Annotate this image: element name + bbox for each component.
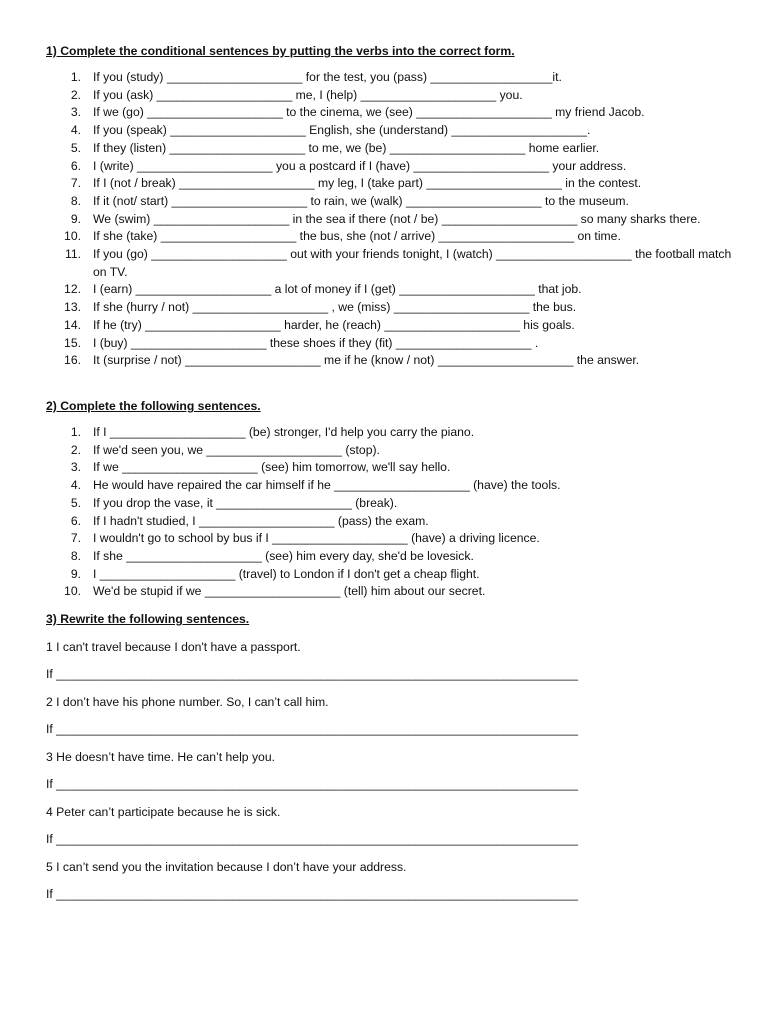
item-text: If you (ask) ____________________ me, I (help) ____________________ you. [93, 87, 523, 102]
list-item [64, 335, 733, 353]
item-text: He would have repaired the car himself if he ____________________ (have) the tools. [93, 478, 561, 493]
item-number: 5. [70, 495, 81, 510]
rewrite-answer-line: If _____________________________________________________________________________ [46, 722, 579, 736]
section2-list [64, 424, 733, 601]
item-number: 4. [70, 478, 81, 493]
item-text: I ____________________ (travel) to London if I don't get a cheap flight. [93, 566, 480, 581]
item-number: 7. [70, 176, 81, 191]
item-number: 12. [64, 282, 81, 297]
item-text: It (surprise / not) ____________________ me if he (know / not) ____________________ the answer. [93, 353, 640, 368]
rewrite-sentence: 3 He doesn’t have time. He can’t help you. [46, 750, 275, 764]
item-text: If she (take) ____________________ the bus, she (not / arrive) ____________________ on time. [93, 229, 621, 244]
list-item [70, 530, 733, 548]
item-text: If we'd seen you, we ____________________ (stop). [93, 442, 380, 457]
item-text: If you (speak) ____________________ English, she (understand) ____________________. [93, 123, 591, 138]
item-text: I (buy) ____________________ these shoes if they (fit) ____________________ . [93, 335, 539, 350]
section1-list [64, 69, 733, 370]
item-number: 8. [70, 548, 81, 563]
item-number: 9. [70, 211, 81, 226]
item-text: I (write) ____________________ you a postcard if I (have) ____________________ your address. [93, 158, 627, 173]
list-item [70, 477, 733, 495]
item-text: If I ____________________ (be) stronger, I'd help you carry the piano. [93, 425, 475, 439]
list-item [64, 228, 733, 246]
item-text: If I hadn't studied, I ____________________ (pass) the exam. [93, 513, 429, 528]
item-number: 10. [64, 229, 81, 244]
list-item [64, 281, 733, 299]
list-item [64, 317, 733, 335]
list-item [64, 246, 733, 281]
list-item [70, 122, 733, 140]
list-item [70, 87, 733, 105]
list-item [70, 69, 733, 87]
item-text: If you drop the vase, it ____________________ (break). [93, 495, 398, 510]
item-text: I (earn) ____________________ a lot of money if I (get) ____________________ that job. [93, 282, 582, 297]
item-number: 1. [70, 70, 81, 84]
rewrite-answer-line: If _____________________________________________________________________________ [46, 667, 579, 681]
section1-heading: 1) Complete the conditional sentences by putting the verbs into the correct form. [46, 44, 515, 58]
item-number: 10. [64, 584, 81, 599]
list-item [64, 299, 733, 317]
item-text: If she (hurry / not) ____________________ , we (miss) ____________________ the bus. [93, 300, 577, 315]
item-text: I wouldn't go to school by bus if I ____________________ (have) a driving licence. [93, 531, 540, 546]
item-number: 6. [70, 158, 81, 173]
rewrite-answer-line: If _____________________________________________________________________________ [46, 887, 579, 901]
item-number: 14. [64, 317, 81, 332]
item-number: 4. [70, 123, 81, 138]
section3-list [46, 639, 666, 914]
list-item [70, 459, 733, 477]
item-number: 13. [64, 300, 81, 315]
item-text: If he (try) ____________________ harder, he (reach) ____________________ his goals. [93, 317, 575, 332]
list-item [70, 442, 733, 460]
item-text: If you (study) ____________________ for the test, you (pass) __________________it. [93, 70, 562, 84]
list-item [70, 175, 733, 193]
list-item [70, 104, 733, 122]
rewrite-sentence: 1 I can't travel because I don't have a passport. [46, 640, 301, 654]
rewrite-answer-line: If _____________________________________________________________________________ [46, 832, 579, 846]
item-number: 15. [64, 335, 81, 350]
list-item [70, 566, 733, 584]
item-number: 2. [70, 87, 81, 102]
section2-heading: 2) Complete the following sentences. [46, 399, 261, 413]
rewrite-sentence: 2 I don’t have his phone number. So, I can’t call him. [46, 695, 329, 709]
item-number: 1. [70, 425, 81, 439]
item-number: 11. [64, 247, 81, 262]
section3-heading: 3) Rewrite the following sentences. [46, 612, 250, 626]
list-item [70, 424, 733, 442]
list-item [64, 583, 733, 601]
item-number: 9. [70, 566, 81, 581]
list-item [70, 158, 733, 176]
item-number: 6. [70, 513, 81, 528]
item-number: 7. [70, 531, 81, 546]
item-text: If we ____________________ (see) him tomorrow, we'll say hello. [93, 460, 451, 475]
rewrite-sentence: 5 I can’t send you the invitation because I don’t have your address. [46, 860, 407, 874]
list-item [64, 352, 733, 370]
item-text: If they (listen) ____________________ to me, we (be) ____________________ home earlier. [93, 140, 600, 155]
item-number: 16. [64, 353, 81, 368]
list-item [70, 211, 733, 229]
item-text: If we (go) ____________________ to the cinema, we (see) ____________________ my friend Jacob. [93, 105, 645, 120]
item-number: 8. [70, 193, 81, 208]
item-text: If she ____________________ (see) him every day, she'd be lovesick. [93, 548, 474, 563]
list-item [70, 513, 733, 531]
item-text: If it (not/ start) ____________________ to rain, we (walk) ____________________ to the museum. [93, 193, 629, 208]
rewrite-sentence: 4 Peter can’t participate because he is sick. [46, 805, 281, 819]
list-item [70, 548, 733, 566]
list-item [70, 140, 733, 158]
rewrite-answer-line: If _____________________________________________________________________________ [46, 777, 579, 791]
item-text: We (swim) ____________________ in the sea if there (not / be) ____________________ so many sharks there. [93, 211, 701, 226]
item-number: 2. [70, 442, 81, 457]
item-text: If you (go) ____________________ out with your friends tonight, I (watch) ____________________ the football match on TV. [93, 247, 732, 279]
list-item [70, 495, 733, 513]
item-text: We'd be stupid if we ____________________ (tell) him about our secret. [93, 584, 486, 599]
item-text: If I (not / break) ____________________ my leg, I (take part) ____________________ in the contest. [93, 176, 642, 191]
item-number: 3. [70, 105, 81, 120]
list-item [70, 193, 733, 211]
item-number: 3. [70, 460, 81, 475]
item-number: 5. [70, 140, 81, 155]
